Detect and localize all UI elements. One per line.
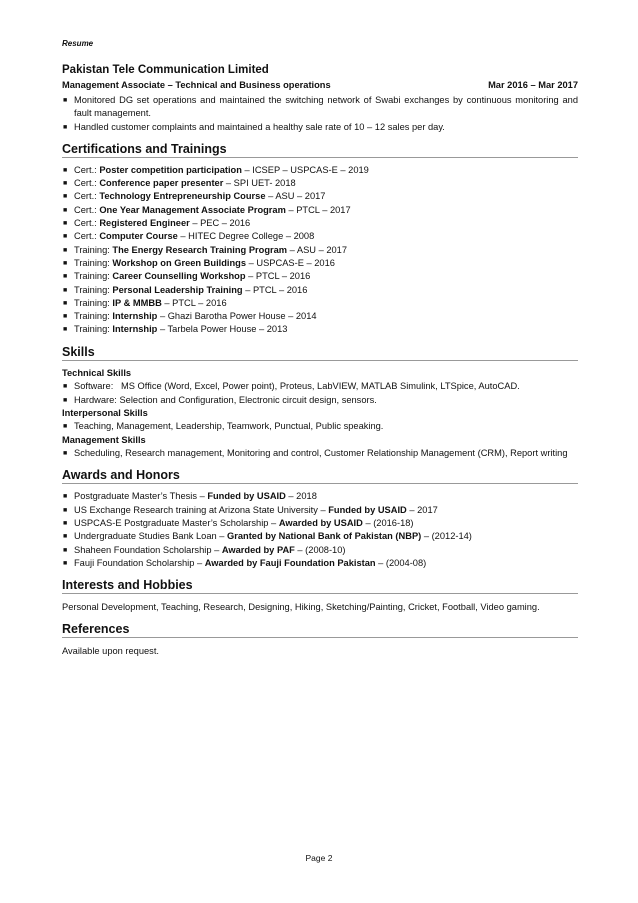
interpersonal-skills-title: Interpersonal Skills <box>62 407 148 418</box>
section-heading-references: References <box>62 622 578 638</box>
award-year: – (2016-18) <box>362 518 414 529</box>
hardware-text: Selection and Configuration, Electronic circuit design, sensors. <box>119 394 377 405</box>
list-item <box>62 394 578 407</box>
technical-skills-title: Technical Skills <box>62 367 132 378</box>
role-dates: Mar 2016 – Mar 2017 <box>488 80 578 90</box>
bullet-icon: ■ <box>63 273 68 281</box>
bullet-icon: ■ <box>63 97 68 104</box>
bullet-icon: ■ <box>63 259 68 267</box>
cert-prefix: Training: <box>74 284 110 295</box>
cert-detail: – PTCL – 2017 <box>285 204 351 215</box>
interpersonal-skills-list <box>62 420 578 433</box>
list-item: ■ Handled customer complaints and maintained a healthy sale rate of 10 – 12 sales per day. <box>62 121 578 134</box>
bullet-icon: ■ <box>63 299 68 307</box>
bullet-icon: ■ <box>63 493 68 501</box>
award-sponsor: Awarded by Fauji Foundation Pakistan <box>204 557 376 568</box>
bullet-icon: ■ <box>63 180 68 188</box>
cert-prefix: Training: <box>74 297 110 308</box>
technical-skills-list <box>62 380 578 407</box>
cert-title: The Energy Research Training Program <box>112 244 288 255</box>
bullet-icon: ■ <box>63 559 68 567</box>
references-text: Available upon request. <box>62 646 159 657</box>
bullet-icon: ■ <box>63 506 68 514</box>
company-name: Pakistan Tele Communication Limited <box>62 64 269 76</box>
cert-detail: – PTCL – 2016 <box>242 284 308 295</box>
award-name: Undergraduate Studies Bank Loan – <box>74 531 227 542</box>
list-item <box>62 177 578 190</box>
bullet-icon: ■ <box>63 193 68 201</box>
header-label: Resume <box>62 39 94 48</box>
list-item <box>62 490 578 503</box>
cert-title: Workshop on Green Buildings <box>112 257 247 268</box>
award-sponsor: Awarded by PAF <box>221 544 295 555</box>
list-item <box>62 557 578 570</box>
list-item: ■ Scheduling, Research management, Monitoring and control, Customer Relationship Management (CRM), Report writing <box>62 447 578 460</box>
award-sponsor: Awarded by USAID <box>278 518 363 529</box>
cert-title: Internship <box>112 311 158 322</box>
bullet-icon: ■ <box>63 313 68 321</box>
list-item <box>62 530 578 543</box>
cert-prefix: Cert.: <box>74 164 97 175</box>
bullet-icon: ■ <box>63 206 68 214</box>
section-heading-awards: Awards and Honors <box>62 468 578 484</box>
cert-title: IP & MMBB <box>112 297 162 308</box>
cert-prefix: Training: <box>74 311 110 322</box>
bullet-icon: ■ <box>63 220 68 228</box>
bullet-icon: ■ <box>63 166 68 174</box>
list-item <box>62 544 578 557</box>
section-heading-certifications: Certifications and Trainings <box>62 142 578 158</box>
bullet-icon: ■ <box>63 396 68 404</box>
cert-prefix: Cert.: <box>74 218 97 229</box>
management-skills-list <box>62 447 578 460</box>
cert-detail: – Tarbela Power House – 2013 <box>157 324 288 335</box>
cert-detail: – ASU – 2017 <box>265 191 326 202</box>
award-year: – (2008-10) <box>294 544 346 555</box>
bullet-icon: ■ <box>63 423 68 431</box>
list-item <box>62 164 578 177</box>
list-item <box>62 257 578 270</box>
bullet-icon: ■ <box>63 450 68 458</box>
list-item <box>62 217 578 230</box>
awards-list <box>62 490 578 570</box>
list-item <box>62 204 578 217</box>
hardware-label: Hardware: <box>74 394 117 405</box>
resume-content <box>62 64 578 658</box>
cert-title: Technology Entrepreneurship Course <box>99 191 266 202</box>
award-name: Shaheen Foundation Scholarship – <box>74 544 222 555</box>
page-number: Page 2 <box>305 853 333 863</box>
cert-title: Registered Engineer <box>99 218 190 229</box>
list-item <box>62 190 578 203</box>
cert-detail: – Ghazi Barotha Power House – 2014 <box>157 311 317 322</box>
bullet-icon: ■ <box>63 123 68 131</box>
interests-text: Personal Development, Teaching, Research, Designing, Hiking, Sketching/Painting, Cricket, Football, Video gaming. <box>62 602 540 613</box>
list-item <box>62 517 578 530</box>
award-year: – (2004-08) <box>375 557 427 568</box>
list-item: ■ Monitored DG set operations and maintained the switching network of Swabi exchanges by continuous monitoring and fault management. <box>63 95 578 119</box>
cert-detail: – HITEC Degree College – 2008 <box>177 231 315 242</box>
management-skills-title: Management Skills <box>62 434 146 445</box>
cert-title: Internship <box>112 324 158 335</box>
cert-prefix: Cert.: <box>74 191 97 202</box>
bullet-icon: ■ <box>63 286 68 294</box>
cert-title: Career Counselling Workshop <box>112 271 246 282</box>
cert-prefix: Training: <box>74 257 110 268</box>
cert-prefix: Cert.: <box>74 231 97 242</box>
bullet-icon: ■ <box>63 326 68 334</box>
cert-detail: – PEC – 2016 <box>189 218 251 229</box>
experience-list <box>62 94 578 134</box>
bullet-icon: ■ <box>63 383 68 391</box>
role-title: Management Associate – Technical and Business operations <box>62 80 331 90</box>
certifications-list <box>62 164 578 337</box>
award-name: Postgraduate Master’s Thesis – <box>74 491 208 502</box>
award-year: – (2012-14) <box>421 531 472 542</box>
list-item <box>62 270 578 283</box>
award-name: US Exchange Research training at Arizona State University – <box>74 504 329 515</box>
bullet-icon: ■ <box>63 520 68 528</box>
award-year: – 2017 <box>406 504 438 515</box>
list-item <box>62 284 578 297</box>
role-row <box>62 80 578 90</box>
cert-detail: – USPCAS-E – 2016 <box>246 257 335 268</box>
list-item <box>62 504 578 517</box>
bullet-icon: ■ <box>63 246 68 254</box>
cert-title: Poster competition participation <box>99 164 242 175</box>
section-heading-skills: Skills <box>62 345 578 361</box>
list-item <box>62 297 578 310</box>
award-year: – 2018 <box>285 491 317 502</box>
cert-detail: – PTCL – 2016 <box>161 297 227 308</box>
cert-prefix: Training: <box>74 244 110 255</box>
list-item <box>62 244 578 257</box>
bullet-icon: ■ <box>63 233 68 241</box>
cert-detail: – PTCL – 2016 <box>245 271 311 282</box>
list-item <box>62 230 578 243</box>
list-item <box>62 323 578 336</box>
award-name: Fauji Foundation Scholarship – <box>74 557 205 568</box>
cert-prefix: Training: <box>74 271 110 282</box>
award-sponsor: Granted by National Bank of Pakistan (NBP) <box>227 531 422 542</box>
cert-detail: – SPI UET- 2018 <box>223 178 296 189</box>
bullet-icon: ■ <box>63 533 68 541</box>
cert-title: One Year Management Associate Program <box>99 204 286 215</box>
list-item <box>62 380 578 393</box>
cert-prefix: Training: <box>74 324 110 335</box>
cert-title: Conference paper presenter <box>99 178 224 189</box>
list-item <box>62 310 578 323</box>
software-label: Software: <box>74 381 114 392</box>
software-text: MS Office (Word, Excel, Power point), Proteus, LabVIEW, MATLAB Simulink, LTSpice, AutoCAD. <box>121 381 520 392</box>
award-sponsor: Funded by USAID <box>207 491 286 502</box>
cert-detail: – ICSEP – USPCAS-E – 2019 <box>241 164 369 175</box>
cert-detail: – ASU – 2017 <box>287 244 348 255</box>
award-sponsor: Funded by USAID <box>328 504 407 515</box>
bullet-icon: ■ <box>63 546 68 554</box>
cert-prefix: Cert.: <box>74 178 97 189</box>
section-heading-interests: Interests and Hobbies <box>62 578 578 594</box>
award-name: USPCAS-E Postgraduate Master’s Scholarship – <box>74 518 279 529</box>
cert-prefix: Cert.: <box>74 204 97 215</box>
cert-title: Personal Leadership Training <box>112 284 243 295</box>
list-item: ■ Teaching, Management, Leadership, Teamwork, Punctual, Public speaking. <box>62 420 578 433</box>
cert-title: Computer Course <box>99 231 178 242</box>
